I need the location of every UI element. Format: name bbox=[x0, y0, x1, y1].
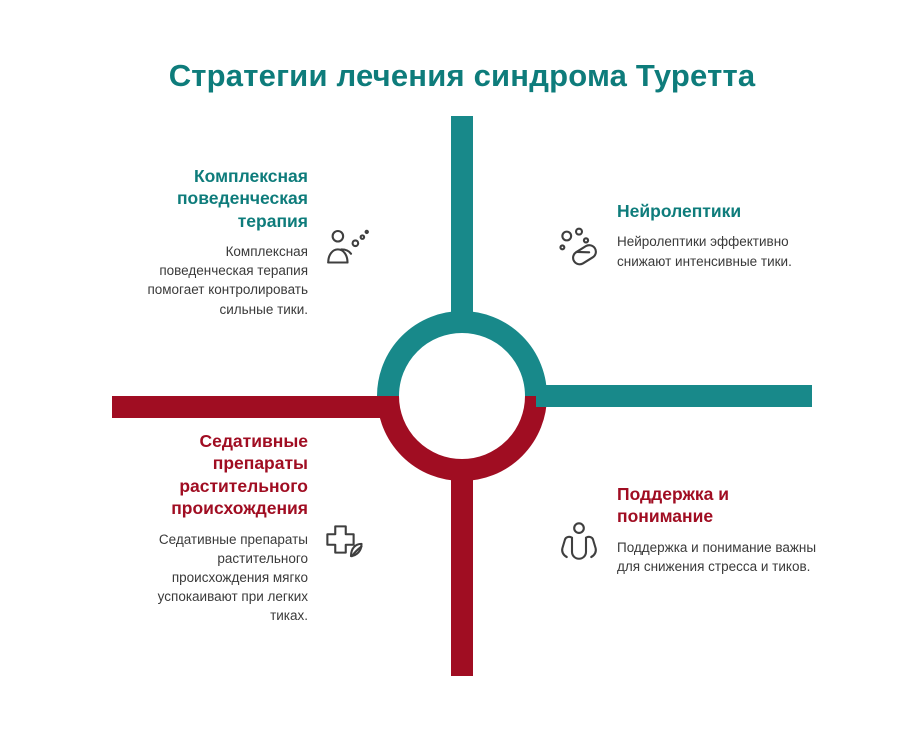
ring-segment-bottom-left bbox=[388, 396, 462, 470]
branch-cbt bbox=[130, 165, 308, 319]
arm-left bbox=[112, 396, 388, 418]
ring-segment-bottom-right bbox=[462, 396, 536, 470]
branch-cbt-body: Комплексная поведенческая терапия помогает контролировать сильные тики. bbox=[147, 244, 308, 317]
hands-heart-icon bbox=[551, 515, 607, 571]
branch-neuroleptics bbox=[617, 200, 817, 271]
arm-bottom bbox=[451, 470, 473, 676]
branch-cbt-heading: Комплексная поведенческая терапия bbox=[176, 166, 308, 231]
branch-sedatives bbox=[130, 430, 308, 625]
branch-sedatives-heading: Седативные препараты растительного происхождения bbox=[171, 431, 308, 519]
branch-sedatives-body: Седативные препараты растительного происхождения мягко успокаивают при легких тиках. bbox=[157, 531, 308, 624]
ring-segment-top-right bbox=[462, 322, 536, 396]
branch-neuroleptics-body: Нейролептики эффективно снижают интенсивные тики. bbox=[617, 234, 792, 269]
arm-top bbox=[451, 116, 473, 322]
branch-neuroleptics-heading: Нейролептики bbox=[617, 201, 742, 221]
branch-support bbox=[617, 483, 827, 576]
pills-icon bbox=[551, 222, 607, 278]
page-title: Стратегии лечения синдрома Туретта bbox=[168, 58, 756, 93]
branch-support-heading: Поддержка и понимание bbox=[617, 484, 729, 527]
herbal-cross-icon bbox=[316, 515, 372, 571]
person-thinking-icon bbox=[316, 224, 372, 280]
ring-segment-top-left bbox=[388, 322, 462, 396]
branch-support-body: Поддержка и понимание важны для снижения стресса и тиков. bbox=[617, 539, 817, 574]
arm-right bbox=[536, 385, 812, 407]
